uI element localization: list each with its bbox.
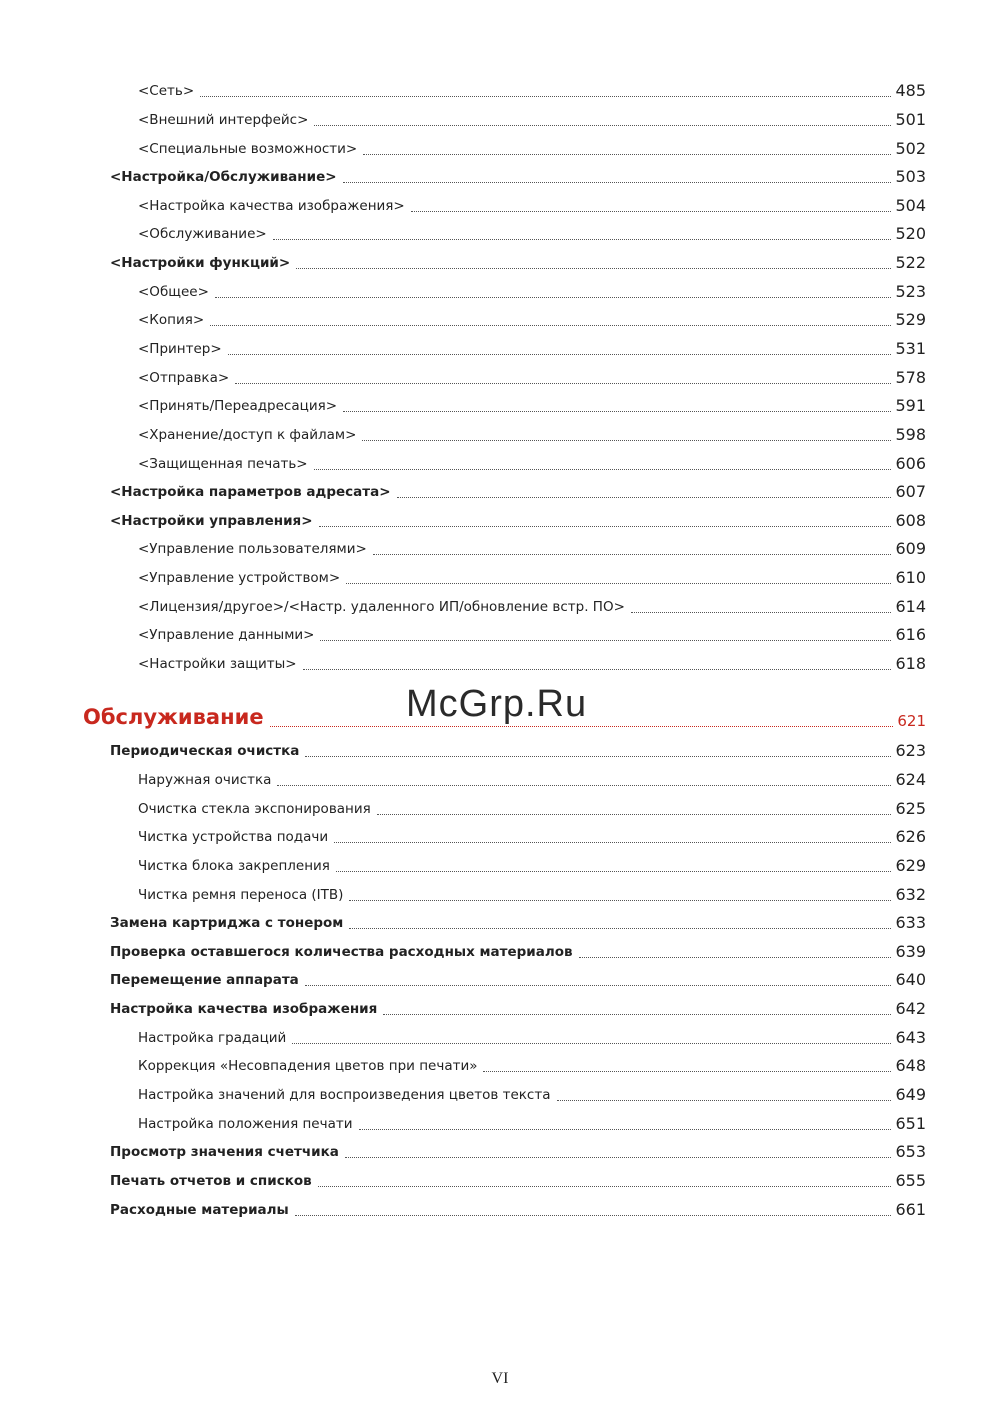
toc-entry[interactable]: [0, 445, 926, 473]
toc-entry-page: 501: [895, 110, 926, 129]
toc-entry-page: 608: [895, 511, 926, 530]
toc-entry-label: Настройка значений для воспроизведения цветов текста: [138, 1087, 551, 1103]
watermark: McGrp.Ru: [406, 683, 588, 725]
dot-leader: [273, 239, 892, 240]
dot-leader: [362, 440, 891, 441]
toc-entry-page: 614: [895, 597, 926, 616]
toc-chapter-page: 621: [897, 712, 926, 730]
toc-entry[interactable]: [0, 1047, 926, 1075]
toc-entry-label: <Настройка качества изображения>: [138, 198, 405, 214]
toc-entry[interactable]: [0, 530, 926, 558]
dot-leader: [359, 1129, 892, 1130]
toc-entry-page: 529: [895, 310, 926, 329]
toc-entry-label: Замена картриджа с тонером: [110, 915, 344, 931]
toc-entry-label: Проверка оставшегося количества расходных материалов: [110, 944, 573, 960]
toc-entry[interactable]: [0, 101, 926, 129]
toc-entry[interactable]: [0, 72, 926, 100]
toc-entry-label: Настройка градаций: [138, 1030, 287, 1046]
toc-entry-label: <Внешний интерфейс>: [138, 112, 309, 128]
toc-entry-page: 502: [895, 139, 926, 158]
toc-entry-page: 642: [895, 999, 926, 1018]
toc-entry-label: Перемещение аппарата: [110, 972, 299, 988]
toc-entry[interactable]: [0, 933, 926, 961]
toc-entry-label: <Управление устройством>: [138, 570, 341, 586]
toc-entry-page: 578: [895, 368, 926, 387]
toc-entry[interactable]: [0, 818, 926, 846]
toc-entry[interactable]: [0, 359, 926, 387]
toc-entry-label: Чистка блока закрепления: [138, 858, 330, 874]
dot-leader: [411, 211, 892, 212]
dot-leader: [373, 554, 892, 555]
toc-entry-label: <Управление пользователями>: [138, 541, 367, 557]
toc-entry-label: Настройка качества изображения: [110, 1001, 378, 1017]
dot-leader: [228, 354, 892, 355]
toc-entry-page: 632: [895, 885, 926, 904]
toc-entry-label: <Отправка>: [138, 370, 230, 386]
toc-entry[interactable]: [0, 473, 926, 501]
toc-entry-page: 653: [895, 1142, 926, 1161]
page-number: VI: [491, 1370, 509, 1387]
toc-entry-label: Периодическая очистка: [110, 743, 300, 759]
dot-leader: [210, 325, 891, 326]
toc-entry[interactable]: [0, 1019, 926, 1047]
toc-entry[interactable]: [0, 645, 926, 673]
dot-leader: [377, 814, 892, 815]
toc-entry[interactable]: [0, 732, 926, 760]
toc-entry-label: Коррекция «Несовпадения цветов при печати»: [138, 1058, 478, 1074]
toc-entry-label: <Настройки управления>: [110, 513, 313, 529]
toc-entry[interactable]: [0, 244, 926, 272]
toc-entry-label: <Хранение/доступ к файлам>: [138, 427, 357, 443]
toc-entry-label: <Принтер>: [138, 341, 222, 357]
toc-entry[interactable]: [0, 961, 926, 989]
dot-leader: [215, 297, 892, 298]
toc-entry-page: 504: [895, 196, 926, 215]
toc-entry-label: <Принять/Переадресация>: [138, 398, 338, 414]
dot-leader: [305, 985, 892, 986]
toc-entry-page: 606: [895, 454, 926, 473]
toc-entry[interactable]: [0, 847, 926, 875]
dot-leader: [343, 182, 892, 183]
dot-leader: [270, 726, 894, 727]
dot-leader: [334, 842, 891, 843]
toc-entry-page: 520: [895, 224, 926, 243]
toc-entry-label: <Настройка параметров адресата>: [110, 484, 391, 500]
dot-leader: [277, 785, 891, 786]
dot-leader: [397, 497, 892, 498]
toc-entry-label: <Защищенная печать>: [138, 456, 308, 472]
toc-entry[interactable]: [0, 990, 926, 1018]
toc-entry-label: <Сеть>: [138, 83, 195, 99]
dot-leader: [296, 268, 891, 269]
toc-entry-page: 651: [895, 1114, 926, 1133]
dot-leader: [349, 900, 891, 901]
dot-leader: [343, 411, 891, 412]
toc-entry[interactable]: [0, 790, 926, 818]
dot-leader: [579, 957, 892, 958]
toc-entry[interactable]: [0, 1162, 926, 1190]
toc-entry-label: Печать отчетов и списков: [110, 1173, 312, 1189]
toc-entry-label: <Настройка/Обслуживание>: [110, 169, 337, 185]
toc-entry[interactable]: [0, 273, 926, 301]
dot-leader: [314, 469, 892, 470]
toc-entry-page: 649: [895, 1085, 926, 1104]
dot-leader: [320, 640, 891, 641]
toc-entry[interactable]: [0, 876, 926, 904]
toc-entry[interactable]: [0, 130, 926, 158]
dot-leader: [305, 756, 891, 757]
toc-entry-label: Расходные материалы: [110, 1202, 289, 1218]
toc-entry-page: 485: [895, 81, 926, 100]
dot-leader: [363, 154, 891, 155]
toc-entry-page: 624: [895, 770, 926, 789]
toc-entry[interactable]: [0, 1076, 926, 1104]
toc-entry-page: 629: [895, 856, 926, 875]
dot-leader: [383, 1014, 891, 1015]
toc-entry-page: 625: [895, 799, 926, 818]
toc-entry-page: 648: [895, 1056, 926, 1075]
toc-entry-label: Чистка устройства подачи: [138, 829, 329, 845]
toc-entry-page: 591: [895, 396, 926, 415]
dot-leader: [631, 612, 892, 613]
toc-entry-label: <Управление данными>: [138, 627, 315, 643]
toc-entry-label: Очистка стекла экспонирования: [138, 801, 371, 817]
toc-entry[interactable]: [0, 215, 926, 243]
dot-leader: [346, 583, 891, 584]
toc-entry-page: 610: [895, 568, 926, 587]
dot-leader: [349, 928, 891, 929]
toc-entry-label: <Специальные возможности>: [138, 141, 358, 157]
dot-leader: [235, 383, 891, 384]
toc-entry-page: 607: [895, 482, 926, 501]
toc-entry[interactable]: [0, 502, 926, 530]
dot-leader: [345, 1157, 892, 1158]
dot-leader: [557, 1100, 892, 1101]
toc-entry[interactable]: [0, 559, 926, 587]
toc-entry-page: 639: [895, 942, 926, 961]
toc-entry-label: <Настройки функций>: [110, 255, 291, 271]
toc-entry-label: Настройка положения печати: [138, 1116, 353, 1132]
toc-entry-page: 503: [895, 167, 926, 186]
dot-leader: [295, 1215, 892, 1216]
toc-entry-page: 616: [895, 625, 926, 644]
toc-entry-page: 598: [895, 425, 926, 444]
toc-entry[interactable]: [0, 1105, 926, 1133]
dot-leader: [318, 1186, 892, 1187]
toc-entry-label: <Копия>: [138, 312, 205, 328]
toc-entry-page: 522: [895, 253, 926, 272]
toc-entry-label: Наружная очистка: [138, 772, 272, 788]
toc-entry[interactable]: [0, 187, 926, 215]
toc-entry-page: 531: [895, 339, 926, 358]
toc-entry-page: 623: [895, 741, 926, 760]
toc-entry-label: Чистка ремня переноса (ITB): [138, 887, 344, 903]
toc-entry-label: <Настройки защиты>: [138, 656, 297, 672]
toc-entry[interactable]: [0, 904, 926, 932]
toc-entry-label: Просмотр значения счетчика: [110, 1144, 339, 1160]
dot-leader: [292, 1043, 891, 1044]
toc-entry[interactable]: [0, 1191, 926, 1219]
toc-entry-page: 643: [895, 1028, 926, 1047]
toc-entry-label: <Обслуживание>: [138, 226, 267, 242]
toc-entry-page: 626: [895, 827, 926, 846]
toc-entry[interactable]: [0, 588, 926, 616]
toc-entry[interactable]: [0, 330, 926, 358]
toc-entry[interactable]: [0, 158, 926, 186]
toc-entry[interactable]: [0, 387, 926, 415]
dot-leader: [200, 96, 891, 97]
toc-entry-page: 661: [895, 1200, 926, 1219]
toc-entry[interactable]: [0, 1133, 926, 1161]
toc-entry-label: <Общее>: [138, 284, 209, 300]
toc-entry-page: 655: [895, 1171, 926, 1190]
dot-leader: [314, 125, 891, 126]
toc-entry-page: 523: [895, 282, 926, 301]
dot-leader: [483, 1071, 891, 1072]
toc-entry-page: 640: [895, 970, 926, 989]
toc-entry[interactable]: [0, 301, 926, 329]
dot-leader: [336, 871, 892, 872]
toc-entry-page: 618: [895, 654, 926, 673]
dot-leader: [319, 526, 892, 527]
toc-entry[interactable]: [0, 761, 926, 789]
toc-entry-page: 633: [895, 913, 926, 932]
toc-entry-label: <Лицензия/другое>/<Настр. удаленного ИП/обновление встр. ПО>: [138, 599, 625, 615]
toc-entry[interactable]: [0, 416, 926, 444]
toc-entry-page: 609: [895, 539, 926, 558]
toc-chapter-label: Обслуживание: [83, 705, 264, 729]
dot-leader: [303, 669, 892, 670]
toc-entry[interactable]: [0, 616, 926, 644]
